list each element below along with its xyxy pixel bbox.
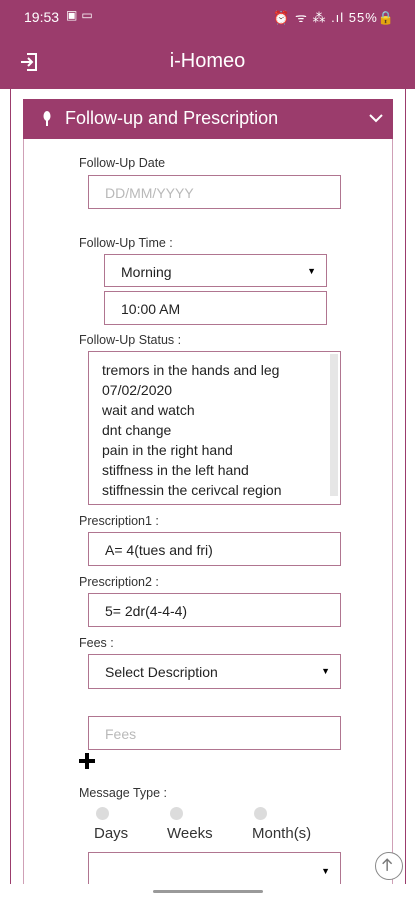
fees-description-value: Select Description <box>105 664 218 680</box>
prescription2-input[interactable] <box>88 593 341 627</box>
dropdown-caret-icon: ▼ <box>321 866 330 876</box>
panel-header[interactable] <box>23 99 393 139</box>
radio-days[interactable] <box>96 807 109 820</box>
dropdown-caret-icon: ▼ <box>321 666 330 676</box>
add-icon[interactable] <box>78 752 96 770</box>
radio-days-label: Days <box>94 825 129 842</box>
time-period-value: Morning <box>121 264 172 280</box>
status-line: stiffnessin the cerivcal region <box>102 482 282 498</box>
chevron-down-icon[interactable] <box>368 110 384 126</box>
follow-up-status-textarea[interactable] <box>88 351 341 505</box>
radio-weeks[interactable] <box>170 807 183 820</box>
fees-input[interactable] <box>88 716 341 750</box>
prescription1-input[interactable] <box>88 532 341 566</box>
follow-up-date-label: Follow-Up Date <box>79 156 166 170</box>
status-line: stiffness in the left hand <box>102 462 249 478</box>
fees-placeholder: Fees <box>105 726 137 742</box>
follow-up-status-label: Follow-Up Status : <box>79 333 182 347</box>
follow-up-time-value: 10:00 AM <box>121 301 181 317</box>
dropdown-caret-icon: ▼ <box>307 266 316 276</box>
radio-weeks-label: Weeks <box>167 825 213 842</box>
image-icon: ▣ <box>66 8 82 22</box>
system-status: ⏰ ᯤ ⁂ .ıl 55%🔒 <box>273 10 395 25</box>
gesture-navigation-bar[interactable] <box>153 890 263 893</box>
scroll-top-button[interactable] <box>375 852 403 880</box>
time-period-select[interactable] <box>104 254 327 287</box>
status-notification-icons <box>66 8 97 22</box>
panel-title: Follow-up and Prescription <box>65 108 279 128</box>
arrow-up-icon <box>376 853 401 878</box>
follow-up-time-label: Follow-Up Time : <box>79 236 173 250</box>
fees-label: Fees : <box>79 636 114 650</box>
status-line: pain in the right hand <box>102 442 233 458</box>
prescription2-label: Prescription2 : <box>79 575 159 589</box>
status-bar <box>0 0 415 33</box>
status-line: 07/02/2020 <box>102 382 173 398</box>
pin-icon <box>42 110 52 128</box>
status-time: 19:53 <box>24 9 60 25</box>
follow-up-date-placeholder: DD/MM/YYYY <box>105 185 194 201</box>
status-line: dnt change <box>102 422 172 438</box>
follow-up-time-input[interactable] <box>104 291 327 325</box>
status-line: tremors in the hands and leg <box>102 362 280 378</box>
app-bar <box>0 33 415 89</box>
message-type-label: Message Type : <box>79 786 168 800</box>
monitor-icon: ▭ <box>81 8 97 22</box>
follow-up-date-input[interactable] <box>88 175 341 209</box>
textarea-scrollbar[interactable] <box>330 354 338 496</box>
radio-months[interactable] <box>254 807 267 820</box>
radio-months-label: Month(s) <box>252 825 312 842</box>
prescription2-value: 5= 2dr(4-4-4) <box>105 603 188 619</box>
status-line: wait and watch <box>102 402 195 418</box>
prescription1-value: A= 4(tues and fri) <box>105 542 213 558</box>
fees-description-select[interactable] <box>88 654 341 689</box>
app-title: i-Homeo <box>169 50 246 72</box>
prescription1-label: Prescription1 : <box>79 514 159 528</box>
